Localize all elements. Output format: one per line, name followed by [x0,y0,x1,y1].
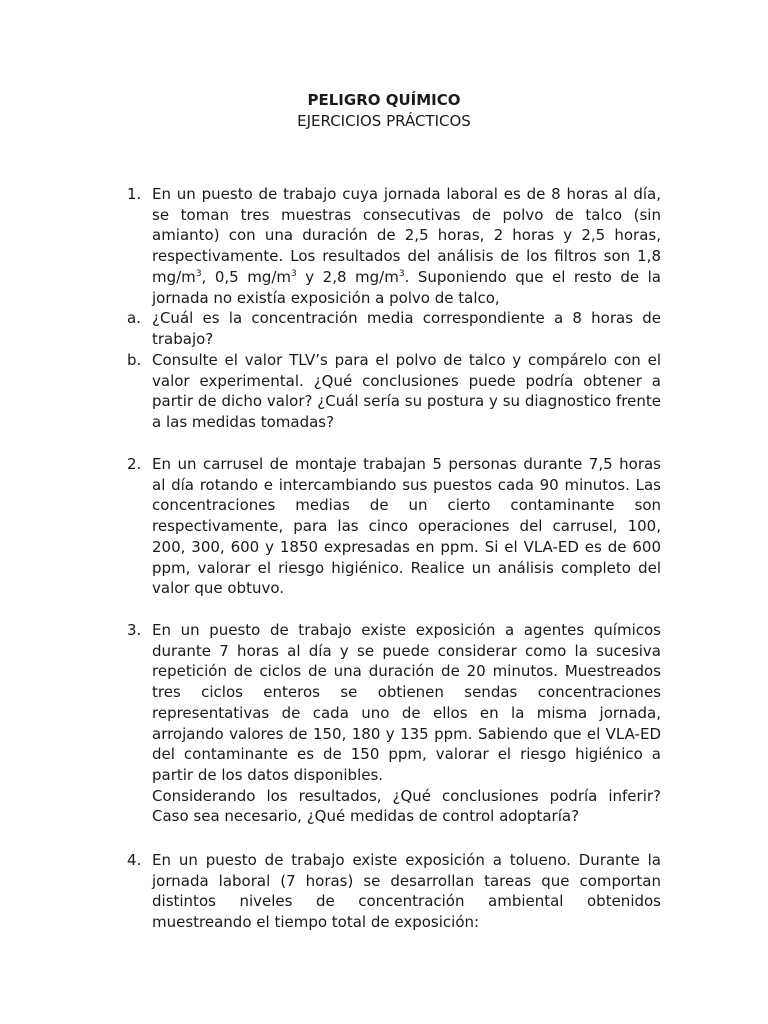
exercise-text: En un puesto de trabajo cuya jornada laboral es de 8 horas al día, se toman tres muestras consecutivas de polvo de talco (sin amianto) con una duración de 2,5 horas, 2 horas y 2,5 horas, respectivamente. Los resultados del análisis de los filtros son 1,8 $mg/m^3$, 0,5 $mg/m^3$ y 2,8 $mg/m^3$. Suponiendo que el resto de la jornada no existía exposición a polvo de talco, [152,185,661,307]
exercise-text [152,620,661,827]
document-title: PELIGRO QUÍMICO [307,91,461,109]
question-text: ¿Cuál es la concentración media correspondiente a 8 horas de trabajo? [152,309,661,348]
list-marker: a. [127,309,141,327]
document-subtitle: EJERCICIOS PRÁCTICOS [297,112,471,130]
exercise-2 [127,454,661,599]
sub-question-a [127,308,661,349]
exercise-paragraph: En un puesto de trabajo existe exposición a agentes químicos durante 7 horas al día y se puede considerar como la sucesiva repetición de ciclos de una duración de 20 minutos. Muestreados tres ciclos enteros se obtienen sendas concentraciones representativas de cada uno de ellos en la misma jornada, arrojando valores de 150, 180 y 135 ppm. Sabiendo que el VLA-ED del contaminante es de 150 ppm, valorar el riesgo higiénico a partir de los datos disponibles. [152,621,661,784]
list-marker: b. [127,351,142,369]
sub-question-b [127,350,661,433]
exercise-paragraph: Considerando los resultados, ¿Qué conclusiones podría inferir? Caso sea necesario, ¿Qué medidas de control adoptaría? [152,786,661,826]
exercise-text: En un puesto de trabajo existe exposición a tolueno. Durante la jornada laboral (7 horas) se desarrollan tareas que comportan distintos niveles de concentración ambiental obtenidos muestreando el tiempo total de exposición: [152,851,661,932]
exercise-3 [127,620,661,827]
list-marker: 2. [127,455,142,473]
list-marker: 3. [127,621,142,639]
list-marker: 4. [127,851,142,869]
exercise-4 [127,850,661,933]
exercise-1 [127,184,661,308]
exercise-text: En un carrusel de montaje trabajan 5 personas durante 7,5 horas al día rotando e intercambiando sus puestos cada 90 minutos. Las concentraciones medias de un cierto contaminante son respectivamente, para las cinco operaciones del carrusel, 100, 200, 300, 600 y 1850 expresadas en ppm. Si el VLA-ED es de 600 ppm, valorar el riesgo higiénico. Realice un análisis completo del valor que obtuvo. [152,455,661,598]
list-marker: 1. [127,185,142,203]
question-text: Consulte el valor TLV’s para el polvo de talco y compárelo con el valor experimental. ¿Qué conclusiones puede podría obtener a partir de dicho valor? ¿Cuál sería su postura y su diagnostico frente a las medidas tomadas? [152,351,661,432]
